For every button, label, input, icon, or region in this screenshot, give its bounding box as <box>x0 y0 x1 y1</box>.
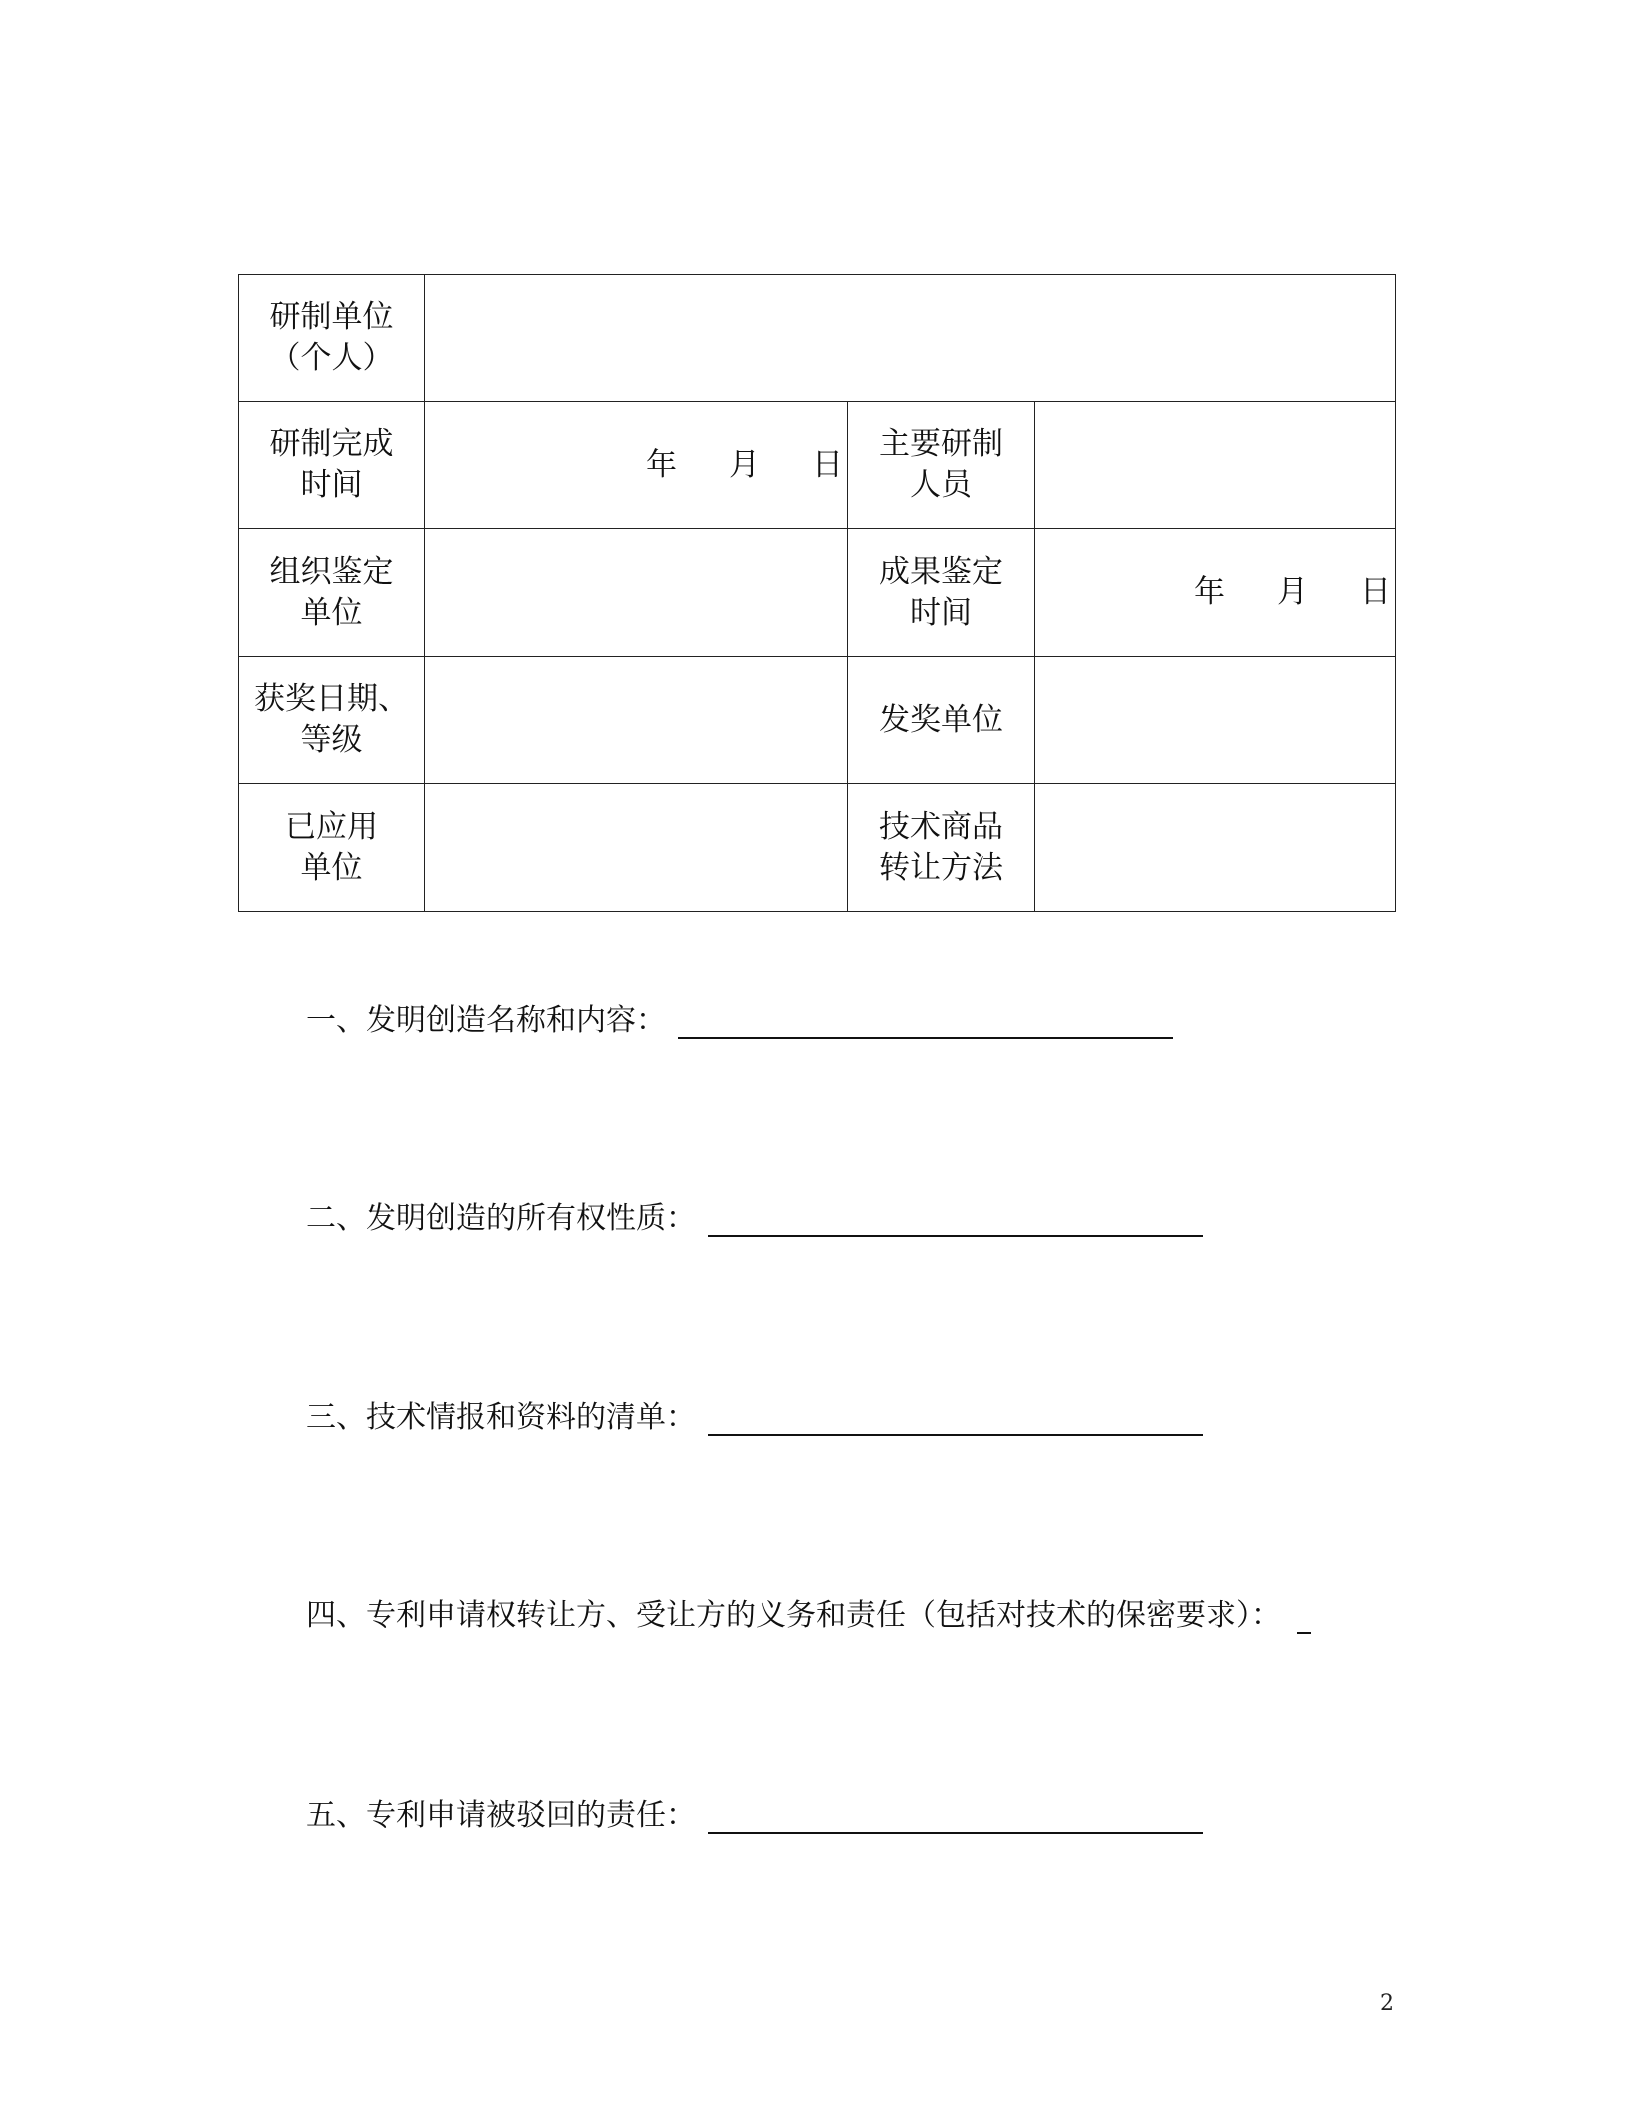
label-line: 已应用 <box>285 808 378 845</box>
research-unit-label <box>239 275 425 402</box>
label-line: 技术商品 <box>879 808 1003 845</box>
completion-time-label <box>239 402 425 529</box>
section-obligations <box>306 1596 1311 1636</box>
label-line: 单位 <box>300 594 363 631</box>
label-line: 时间 <box>910 594 972 631</box>
label-line: 时间 <box>300 467 363 503</box>
section-label: 一、发明创造名称和内容： <box>306 1003 666 1038</box>
transfer-method-label <box>848 784 1035 912</box>
date-day: 日 <box>1360 574 1392 610</box>
label-line: 主要研制 <box>879 426 1003 462</box>
label-line: 转让方法 <box>879 849 1003 886</box>
section-label: 二、发明创造的所有权性质： <box>306 1201 696 1236</box>
date-month: 月 <box>729 446 760 483</box>
page-number: 2 <box>1380 1991 1394 2016</box>
section-label: 三、技术情报和资料的清单： <box>306 1400 696 1435</box>
label-line: 人员 <box>910 467 972 503</box>
award-unit-field[interactable] <box>1035 657 1396 784</box>
label-line: 研制完成 <box>269 426 394 462</box>
date-year: 年 <box>1194 574 1226 610</box>
section-ownership <box>306 1199 1203 1239</box>
fill-in-line[interactable] <box>678 1013 1173 1039</box>
appraisal-org-field[interactable] <box>425 529 848 657</box>
applied-unit-field[interactable] <box>425 784 848 912</box>
section-label: 四、专利申请权转让方、受让方的义务和责任（包括对技术的保密要求）： <box>306 1598 1281 1633</box>
label-line: （个人） <box>269 340 394 376</box>
label-line: 发奖单位 <box>879 701 1003 738</box>
date-fill <box>425 445 847 486</box>
table-row <box>239 657 1396 784</box>
date-day: 日 <box>812 446 843 483</box>
date-fill <box>1035 572 1395 613</box>
date-month: 月 <box>1277 574 1309 610</box>
completion-time-field[interactable] <box>425 402 848 529</box>
fill-in-line[interactable] <box>708 1211 1203 1237</box>
award-date-grade-field[interactable] <box>425 657 848 784</box>
section-invention-name <box>306 1001 1173 1041</box>
fill-in-line[interactable] <box>708 1410 1203 1436</box>
fill-in-line[interactable] <box>1297 1608 1311 1634</box>
table-row <box>239 275 1396 402</box>
appraisal-time-field[interactable] <box>1035 529 1396 657</box>
section-tech-materials <box>306 1398 1203 1438</box>
label-line: 成果鉴定 <box>879 553 1003 590</box>
research-unit-field[interactable] <box>425 275 1396 402</box>
main-researchers-field[interactable] <box>1035 402 1396 529</box>
label-line: 获奖日期、 <box>254 681 409 717</box>
appraisal-time-label <box>848 529 1035 657</box>
appraisal-org-label <box>239 529 425 657</box>
fill-in-line[interactable] <box>708 1808 1203 1834</box>
section-label: 五、专利申请被驳回的责任： <box>306 1798 696 1833</box>
table-row <box>239 529 1396 657</box>
transfer-method-field[interactable] <box>1035 784 1396 912</box>
label-line: 单位 <box>300 849 363 886</box>
section-rejection <box>306 1796 1203 1836</box>
label-line: 研制单位 <box>269 299 394 335</box>
label-line: 等级 <box>300 722 363 758</box>
main-researchers-label <box>848 402 1035 529</box>
label-line: 组织鉴定 <box>269 553 394 590</box>
table-row <box>239 402 1396 529</box>
table-row <box>239 784 1396 912</box>
applied-unit-label <box>239 784 425 912</box>
award-unit-label <box>848 657 1035 784</box>
info-table <box>238 274 1396 912</box>
date-year: 年 <box>646 446 677 483</box>
award-date-grade-label <box>239 657 425 784</box>
